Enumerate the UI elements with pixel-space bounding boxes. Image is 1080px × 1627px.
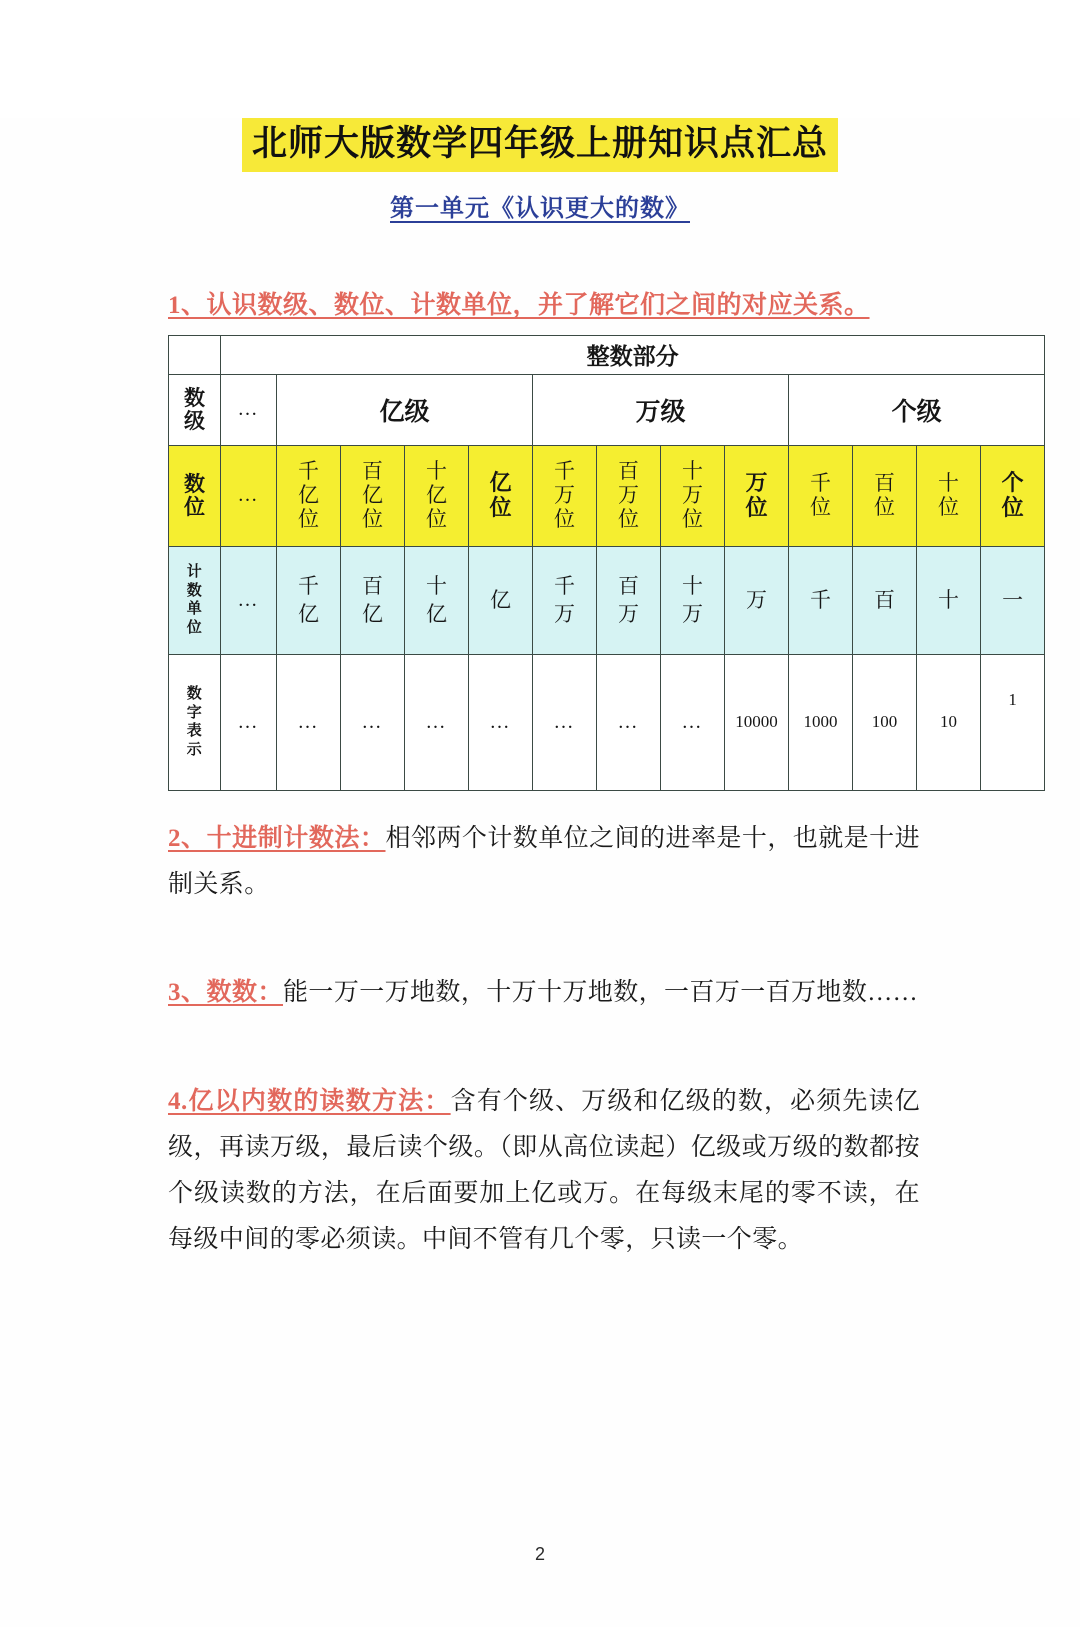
numeric-cell-6: … xyxy=(661,654,725,790)
place-cell-6 xyxy=(661,445,725,546)
row-label-numeric: 数 字 表 示 xyxy=(169,654,221,790)
place-text-1: 百 亿 位 xyxy=(362,459,383,531)
section-2-heading: 2、十进制计数法： xyxy=(168,824,386,852)
place-text-9: 百 位 xyxy=(874,471,895,519)
section-4 xyxy=(0,1079,1080,1264)
numeric-cell-8: 1000 xyxy=(789,654,853,790)
section-4-heading: 4.亿以内数的读数方法： xyxy=(168,1087,451,1115)
place-cell-8 xyxy=(789,445,853,546)
place-cell-2 xyxy=(405,445,469,546)
place-ellipsis: … xyxy=(221,445,277,546)
place-text-6: 十 万 位 xyxy=(682,459,703,531)
place-cell-11 xyxy=(981,445,1045,546)
level-wan: 万级 xyxy=(533,374,789,445)
unit-cell-5 xyxy=(597,546,661,654)
unit-cell-8 xyxy=(789,546,853,654)
unit-cell-7 xyxy=(725,546,789,654)
numeric-cell-3: … xyxy=(469,654,533,790)
section-3-paragraph xyxy=(168,970,920,1016)
place-text-7: 万 位 xyxy=(745,470,768,520)
unit-text-7: 万 xyxy=(746,588,767,613)
place-cell-4 xyxy=(533,445,597,546)
unit-cell-2 xyxy=(405,546,469,654)
place-cell-3 xyxy=(469,445,533,546)
numeric-cell-11: 1 xyxy=(981,632,1045,768)
unit-cell-10 xyxy=(917,546,981,654)
unit-cell-3 xyxy=(469,546,533,654)
unit-text-11: 一 xyxy=(1002,588,1024,613)
level-ellipsis: … xyxy=(221,374,277,445)
unit-text-6: 十 万 xyxy=(682,573,703,627)
unit-text-5: 百 万 xyxy=(618,573,639,627)
table-row-numeric xyxy=(169,654,1045,790)
page-number: 2 xyxy=(534,1544,545,1564)
unit-text-9: 百 xyxy=(874,588,895,613)
section-2-paragraph xyxy=(168,816,920,909)
numeric-cell-2: … xyxy=(405,654,469,790)
numeric-cell-4: … xyxy=(533,654,597,790)
place-text-2: 十 亿 位 xyxy=(426,459,447,531)
unit-ellipsis: … xyxy=(221,546,277,654)
place-cell-1 xyxy=(341,445,405,546)
table-row-integer-header xyxy=(169,335,1045,374)
subtitle-container xyxy=(0,188,1080,223)
place-value-table xyxy=(168,335,1045,791)
section-1 xyxy=(0,285,1080,321)
document-page xyxy=(0,118,1080,1627)
place-text-5: 百 万 位 xyxy=(618,459,639,531)
numeric-cell-7: 10000 xyxy=(725,654,789,790)
unit-text-4: 千 万 xyxy=(554,573,575,627)
place-text-10: 十 位 xyxy=(938,471,959,519)
unit-text-3: 亿 xyxy=(490,588,511,613)
numeric-cell-9: 100 xyxy=(853,654,917,790)
digits-table-container xyxy=(0,335,1080,791)
place-text-3: 亿 位 xyxy=(489,470,512,520)
unit-text-8: 千 xyxy=(810,588,831,613)
place-text-8: 千 位 xyxy=(810,471,831,519)
numeric-cell-10: 10 xyxy=(917,654,981,790)
place-cell-5 xyxy=(597,445,661,546)
table-row-unit xyxy=(169,546,1045,654)
table-row-level xyxy=(169,374,1045,445)
place-cell-10 xyxy=(917,445,981,546)
page-title: 北师大版数学四年级上册知识点汇总 xyxy=(242,118,838,172)
level-ge: 个级 xyxy=(789,374,1045,445)
unit-text-1: 百 亿 xyxy=(362,573,383,627)
section-4-body: 含有个级、万级和亿级的数，必须先读亿级，再读万级，最后读个级。（即从高位读起）亿级或万级的数都按个级读数的方法，在后面要加上亿或万。在每级末尾的零不读，在每级中间的零必须读。中间不管有几个零，只读一个零。 xyxy=(168,1087,920,1254)
place-cell-9 xyxy=(853,445,917,546)
numeric-cell-1: … xyxy=(341,654,405,790)
row-label-level: 数 级 xyxy=(169,374,221,445)
level-yi: 亿级 xyxy=(277,374,533,445)
table-row-place xyxy=(169,445,1045,546)
unit-cell-6 xyxy=(661,546,725,654)
integer-part-header: 整数部分 xyxy=(221,335,1045,374)
unit-text-2: 十 亿 xyxy=(426,573,447,627)
section-3 xyxy=(0,970,1080,1016)
unit-cell-0 xyxy=(277,546,341,654)
section-2-body: 相邻两个计数单位之间的进率是十，也就是十进制关系。 xyxy=(168,824,920,898)
title-container xyxy=(0,118,1080,172)
unit-cell-9 xyxy=(853,546,917,654)
place-text-11: 个 位 xyxy=(1001,470,1024,520)
section-3-heading: 3、数数： xyxy=(168,979,284,1007)
place-cell-0 xyxy=(277,445,341,546)
corner-cell-empty xyxy=(169,335,221,374)
unit-subtitle: 第一单元《认识更大的数》 xyxy=(390,195,690,222)
section-2 xyxy=(0,816,1080,909)
unit-text-10: 十 xyxy=(938,588,959,613)
section-1-heading: 1、认识数级、数位、计数单位，并了解它们之间的对应关系。 xyxy=(168,291,870,319)
place-cell-7 xyxy=(725,445,789,546)
place-text-4: 千 万 位 xyxy=(554,459,575,531)
section-4-paragraph xyxy=(168,1079,920,1264)
row-label-unit: 计 数 单 位 xyxy=(169,546,221,654)
place-text-0: 千 亿 位 xyxy=(298,459,319,531)
unit-cell-4 xyxy=(533,546,597,654)
numeric-cell-0: … xyxy=(277,654,341,790)
numeric-ellipsis: … xyxy=(221,654,277,790)
unit-text-0: 千 亿 xyxy=(298,573,319,627)
numeric-cell-5: … xyxy=(597,654,661,790)
row-label-place: 数 位 xyxy=(169,445,221,546)
unit-cell-1 xyxy=(341,546,405,654)
section-3-body: 能一万一万地数，十万十万地数，一百万一百万地数…… xyxy=(283,979,919,1007)
